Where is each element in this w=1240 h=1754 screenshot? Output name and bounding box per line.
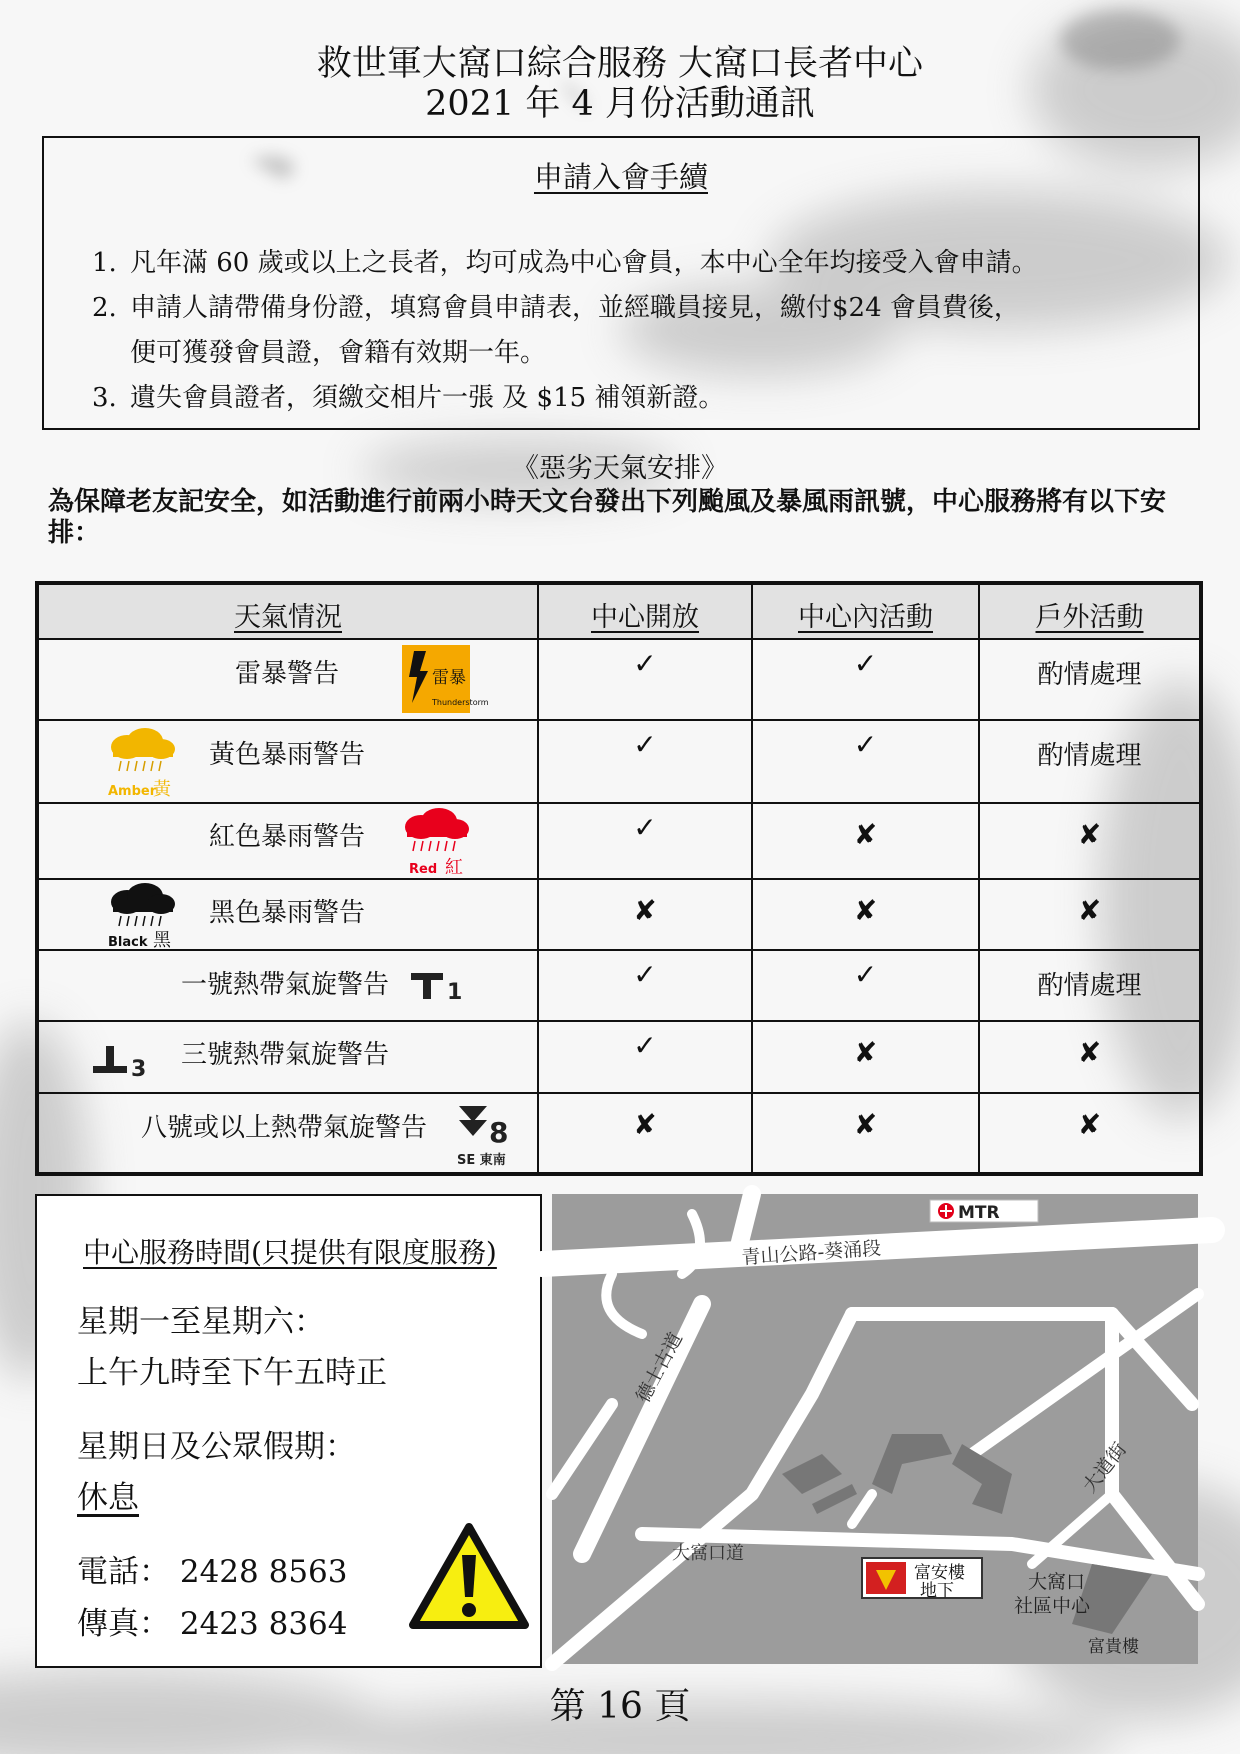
open-mark: ✓ [633,1029,657,1062]
phone-number: 電話： 2428 8563 [77,1554,348,1590]
thunder-icon-cn: 雷暴 [432,668,466,688]
road-label-texaco: 德士古道 [631,1328,688,1407]
page-number: 第 16 頁 [549,1686,691,1727]
warning-icon [407,1521,531,1637]
holiday-label: 星期日及公眾假期： [77,1429,356,1465]
item-text: 凡年滿 60 歲或以上之長者，均可成為中心會員，本中心全年均接受入會申請。 [130,248,1038,278]
indoor-mark: ✘ [853,818,878,851]
newsletter-issue-title: 2021 年 4 月份活動通訊 [425,84,815,124]
newsletter-org-title: 救世軍大窩口綜合服務 大窩口長者中心 [316,44,924,84]
outdoor-mark: ✘ [1077,1108,1102,1141]
red-icon-cn: 紅 [445,857,463,878]
amber-rainstorm-icon [105,727,179,803]
open-mark: ✓ [633,647,657,680]
thunder-icon-en: Thunderstorm [432,698,489,707]
condition-label: 八號或以上熱帶氣旋警告 [141,1113,428,1143]
item-number: 3. [92,383,117,413]
location-map [552,1194,1198,1664]
outdoor-value: 酌情處理 [1037,971,1142,1001]
mtr-logo-text: MTR [958,1203,1000,1223]
table-row [39,880,1199,951]
outdoor-mark: ✘ [1077,1036,1102,1069]
membership-item [92,383,724,413]
weather-table [35,581,1203,1176]
red-icon-en: Red [409,862,438,877]
community-centre-label-line1: 大窩口 [1028,1571,1086,1593]
indoor-mark: ✘ [853,894,878,927]
membership-box [42,136,1200,430]
open-mark: ✓ [633,958,657,991]
black-icon-en: Black [108,935,148,950]
table-row [39,1094,1199,1172]
weather-arrangement-title: 《惡劣天氣安排》 [512,453,728,484]
typhoon-signal-8-icon [457,1102,521,1172]
amber-icon-en: Amber [108,784,157,799]
outdoor-value: 酌情處理 [1037,660,1142,690]
header-cell: 中心內活動 [751,585,978,638]
service-hours-box [35,1194,542,1668]
membership-item-continued: 便可獲發會員證，會籍有效期一年。 [130,338,547,368]
weekday-hours: 上午九時至下午五時正 [77,1355,387,1391]
table-row [39,951,1199,1022]
table-row [39,1022,1199,1094]
condition-label: 紅色暴雨警告 [209,822,366,852]
amber-icon-cn: 黃 [153,779,171,800]
item-number: 1. [92,248,117,278]
header-cell: 天氣情況 [234,602,342,633]
service-hours-title: 中心服務時間(只提供有限度服務) [83,1236,497,1269]
outdoor-mark: ✘ [1077,818,1102,851]
indoor-mark: ✓ [853,728,878,761]
condition-label: 黃色暴雨警告 [209,740,366,770]
membership-item [92,248,1038,278]
weather-intro-text: 為保障老友記安全，如活動進行前兩小時天文台發出下列颱風及暴風雨訊號，中心服務將有以下安排： [48,487,1167,548]
road-label-tai-to: 大道街 [1078,1438,1132,1498]
membership-item [92,293,1020,323]
outdoor-value: 酌情處理 [1037,741,1142,771]
t1-number: 1 [447,980,463,1005]
indoor-mark: ✘ [853,1036,878,1069]
item-text: 遺失會員證者，須繳交相片一張 及 $15 補領新證。 [130,383,725,413]
indoor-mark: ✘ [853,1108,878,1141]
road-label-tai-wo-hau: 大窩口道 [672,1543,744,1564]
table-row [39,804,1199,880]
black-icon-cn: 黑 [153,930,171,951]
black-rainstorm-icon [105,882,179,954]
indoor-mark: ✓ [853,958,878,991]
typhoon-signal-3-icon [93,1044,153,1082]
membership-heading: 申請入會手續 [533,160,708,194]
condition-label: 一號熱帶氣旋警告 [181,970,390,1000]
open-mark: ✓ [633,811,657,844]
indoor-mark: ✓ [853,647,878,680]
condition-label: 三號熱帶氣旋警告 [181,1040,390,1070]
fu-kwai-label: 富貴樓 [1088,1637,1139,1657]
thunderstorm-warning-icon [402,645,489,717]
item-number: 2. [92,293,117,323]
item-text: 申請人請帶備身份證，填寫會員申請表，並經職員接見，繳付$24 會員費後， [130,293,1020,323]
t8-number: 8 [489,1116,509,1149]
table-row [39,640,1199,721]
open-mark: ✘ [633,1108,657,1141]
holiday-status: 休息 [77,1480,139,1516]
condition-label: 黑色暴雨警告 [209,898,366,928]
community-centre-label-line2: 社區中心 [1014,1595,1091,1617]
t3-number: 3 [131,1057,147,1082]
road-label-castle-peak: 青山公路-葵涌段 [740,1237,882,1269]
condition-label: 雷暴警告 [235,659,340,689]
open-mark: ✓ [633,728,657,761]
table-row [39,721,1199,804]
header-cell: 戶外活動 [978,585,1199,638]
typhoon-signal-1-icon [411,969,467,1005]
open-mark: ✘ [633,894,657,927]
table-header-row [39,585,1199,640]
weekday-label: 星期一至星期六： [77,1304,325,1340]
map-floor-label: 地下 [920,1581,954,1601]
t8-direction: SE 東南 [457,1153,506,1168]
fax-number: 傳真： 2423 8364 [77,1606,348,1642]
outdoor-mark: ✘ [1077,894,1102,927]
map-building-label: 富安樓 [914,1563,965,1583]
header-cell: 中心開放 [537,585,751,638]
red-rainstorm-icon [399,807,473,881]
